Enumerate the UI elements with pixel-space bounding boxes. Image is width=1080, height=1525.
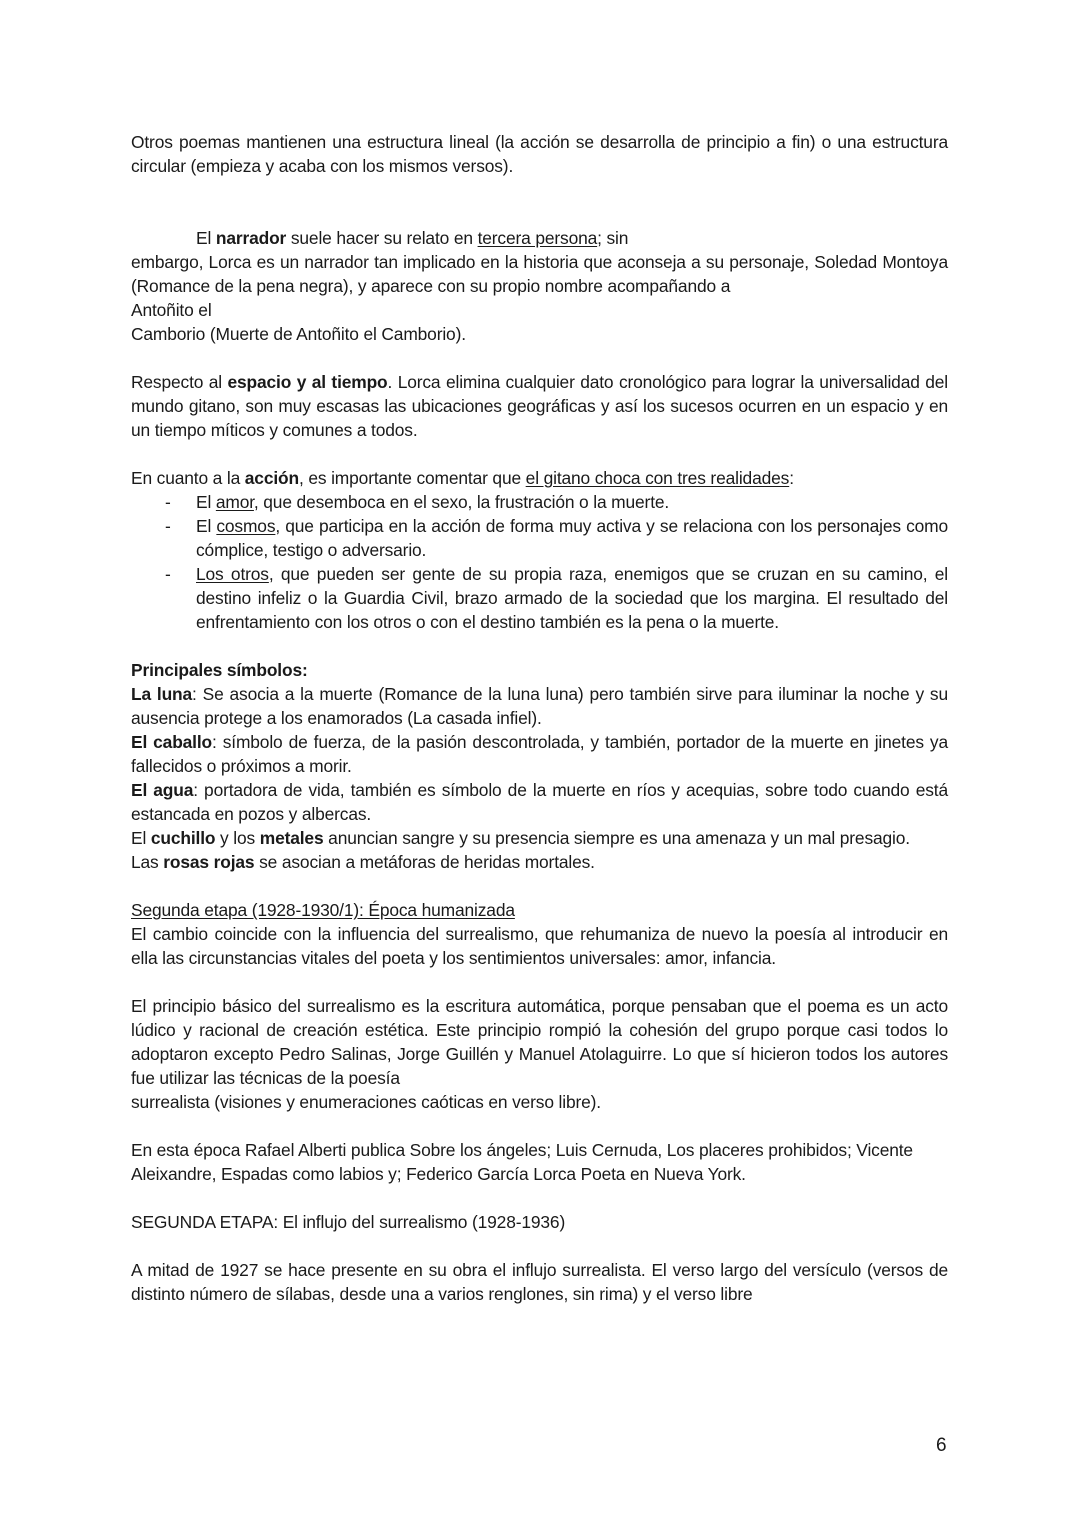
text: suele hacer su relato en bbox=[286, 228, 478, 248]
text: , es importante comentar que bbox=[298, 468, 526, 488]
document-page bbox=[131, 130, 948, 1306]
text: anuncian sangre y su presencia siempre es una amenaza y un mal presagio. bbox=[323, 828, 910, 848]
text: : símbolo de fuerza, de la pasión descontrolada, y también, portador de la muerte en jinetes ya fallecidos o próximos a morir. bbox=[131, 732, 948, 776]
spacer bbox=[131, 1114, 948, 1138]
spacer bbox=[131, 634, 948, 658]
text: , que participa en la acción de forma muy activa y se relaciona con los personajes como cómplice, testigo o adversario. bbox=[196, 516, 948, 560]
paragraph-narrador-line4: Camborio (Muerte de Antoñito el Camborio). bbox=[131, 324, 466, 344]
symbol-caballo bbox=[131, 730, 948, 778]
underlined-term: Los otros bbox=[196, 564, 269, 584]
bold-term: espacio y al tiempo bbox=[227, 372, 388, 392]
bold-term: rosas rojas bbox=[163, 852, 255, 872]
paragraph-narrador-line3: Antoñito el bbox=[131, 300, 212, 320]
paragraph-obras: En esta época Rafael Alberti publica Sobre los ángeles; Luis Cernuda, Los placeres prohibidos; Vicente Aleixandre, Espadas como labios y; Federico García Lorca Poeta en Nueva York. bbox=[131, 1140, 913, 1184]
text: : portadora de vida, también es símbolo de la muerte en ríos y acequias, sobre todo cuando está estancada en pozos y albercas. bbox=[131, 780, 948, 824]
spacer bbox=[131, 178, 948, 226]
paragraph-principio-basico-end: surrealista (visiones y enumeraciones caóticas en verso libre). bbox=[131, 1092, 601, 1112]
paragraph-espacio-tiempo bbox=[131, 370, 948, 442]
spacer bbox=[131, 442, 948, 466]
section-heading-segunda-etapa bbox=[131, 898, 948, 922]
symbol-agua bbox=[131, 778, 948, 826]
list-item bbox=[131, 490, 948, 514]
text: : bbox=[789, 468, 794, 488]
section-heading-influjo: SEGUNDA ETAPA: El influjo del surrealismo (1928-1936) bbox=[131, 1212, 566, 1232]
paragraph-influjo: A mitad de 1927 se hace presente en su obra el influjo surrealista. El verso largo del versículo (versos de distinto número de sílabas, desde una a varios renglones, sin rima) y el verso libre bbox=[131, 1260, 948, 1304]
page-number: 6 bbox=[936, 1435, 947, 1456]
bold-term: La luna bbox=[131, 684, 193, 704]
heading-text: Principales símbolos: bbox=[131, 660, 308, 680]
paragraph-cambio: El cambio coincide con la influencia del surrealismo, que rehumaniza de nuevo la poesía al introducir en ella las circunstancias vitales del poeta y los sentimientos universales: amor, infancia. bbox=[131, 924, 948, 968]
text: . Lorca elimina cualquier dato cronológico para lograr la universalidad del mundo gitano, son muy escasas las ubicaciones geográficas y así los sucesos ocurren en un espacio y en un tiempo míticos y comunes a todos. bbox=[131, 372, 948, 440]
spacer bbox=[131, 1234, 948, 1258]
text: El bbox=[196, 228, 216, 248]
paragraph-narrador-line2: embargo, Lorca es un narrador tan implicado en la historia que aconseja a su personaje, Soledad Montoya (Romance de la pena negra), y aparece con su propio nombre acompañando a bbox=[131, 252, 948, 296]
symbol-rosas bbox=[131, 850, 948, 874]
paragraph-accion bbox=[131, 466, 948, 490]
paragraph-principio-basico: El principio básico del surrealismo es la escritura automática, porque pensaban que el poema es un acto lúdico y racional de creación estética. Este principio rompió la cohesión del grupo porque casi todos lo adoptaron excepto Pedro Salinas, Jorge Guillén y Manuel Atolaguirre. Lo que sí hicieron todos los autores fue utilizar las técnicas de la poesía bbox=[131, 996, 948, 1088]
bold-term: metales bbox=[259, 828, 324, 848]
text: El bbox=[131, 828, 151, 848]
bold-term: El agua bbox=[131, 780, 194, 800]
spacer bbox=[131, 874, 948, 898]
realidades-list bbox=[131, 490, 948, 634]
spacer bbox=[131, 1186, 948, 1210]
symbol-luna bbox=[131, 682, 948, 730]
section-heading-simbolos bbox=[131, 658, 948, 682]
underlined-term: tercera persona bbox=[477, 228, 598, 248]
text: El bbox=[196, 516, 217, 536]
underlined-term: amor bbox=[215, 492, 254, 512]
text: se asocian a metáforas de heridas mortales. bbox=[254, 852, 595, 872]
bold-term: El caballo bbox=[131, 732, 213, 752]
underlined-term: cosmos bbox=[216, 516, 276, 536]
list-item bbox=[131, 514, 948, 562]
bold-term: acción bbox=[244, 468, 299, 488]
paragraph-narrador-line1 bbox=[131, 226, 948, 250]
spacer bbox=[131, 346, 948, 370]
list-item bbox=[131, 562, 948, 634]
heading-text: Segunda etapa (1928-1930/1): Época humanizada bbox=[131, 900, 515, 920]
symbol-cuchillo-metales bbox=[131, 826, 948, 850]
text: , que pueden ser gente de su propia raza, enemigos que se cruzan en su camino, el destino infeliz o la Guardia Civil, brazo armado de la sociedad que los margina. El resultado del enfrentamiento con los otros o con el destino también es la pena o la muerte. bbox=[196, 564, 948, 632]
bold-term: cuchillo bbox=[150, 828, 216, 848]
text: , que desemboca en el sexo, la frustración o la muerte. bbox=[253, 492, 670, 512]
text: ; sin bbox=[597, 228, 629, 248]
paragraph-estructura: Otros poemas mantienen una estructura lineal (la acción se desarrolla de principio a fin) o una estructura circular (empieza y acaba con los mismos versos). bbox=[131, 132, 948, 176]
bold-term: narrador bbox=[215, 228, 287, 248]
text: y los bbox=[215, 828, 260, 848]
spacer bbox=[131, 970, 948, 994]
text: : Se asocia a la muerte (Romance de la luna luna) pero también sirve para iluminar la noche y su ausencia protege a los enamorados (La casada infiel). bbox=[131, 684, 948, 728]
text: En cuanto a la bbox=[131, 468, 245, 488]
text: El bbox=[196, 492, 216, 512]
text: Las bbox=[131, 852, 164, 872]
text: Respecto al bbox=[131, 372, 228, 392]
underlined-term: el gitano choca con tres realidades bbox=[525, 468, 790, 488]
